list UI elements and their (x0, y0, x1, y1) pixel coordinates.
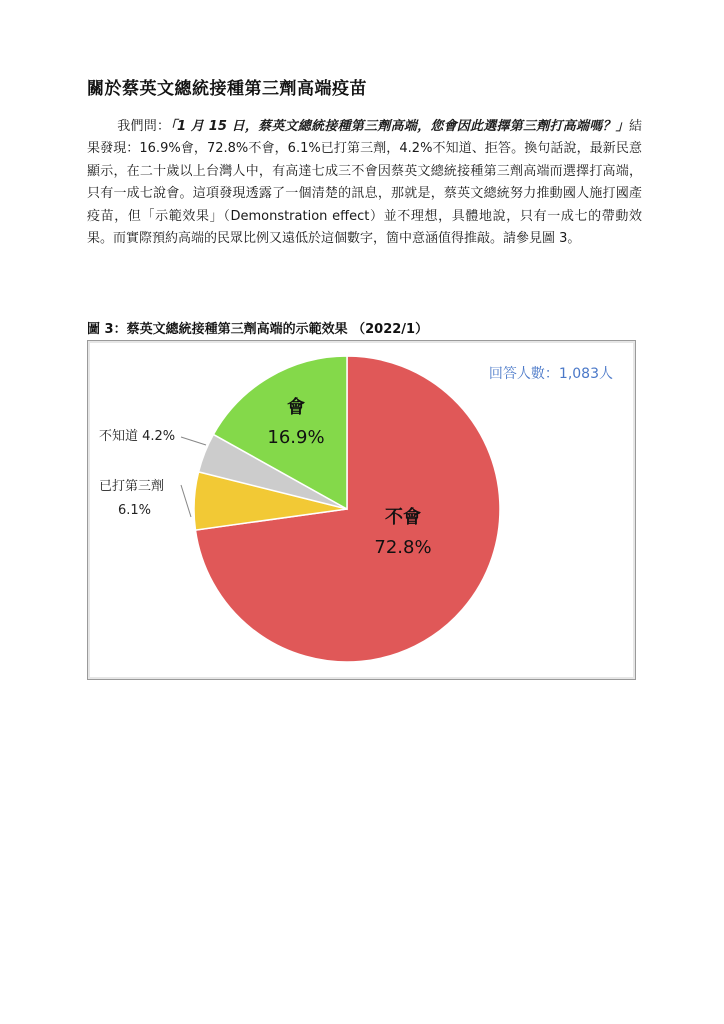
figure-caption: 圖 3：蔡英文總統接種第三劑高端的示範效果 （2022/1） (87, 322, 429, 337)
slice-label-buzhi: 不知道 4.2% (99, 429, 176, 444)
leader-line-0 (181, 437, 206, 445)
slice-label-buhui-pct: 72.8% (374, 537, 432, 558)
paragraph-body: 結果發現：16.9%會，72.8%不會，6.1%已打第三劑，4.2%不知道、拒答。換句話說，最新民意顯示，在二十歲以上台灣人中，有高達七成三不會因蔡英文總統接種第三劑高端而選擇打高端，只有一成七說會。這項發現透露了一個清楚的訊息，那就是，蔡英文總統努力推動國人施打國產疫苗，但「示範效果」（Demonstration effect）並不理想，具體地說，只有一成七的帶動效果。而實際預約高端的民眾比例又遠低於這個數字，箇中意涵值得推敲。請參見圖 3。 (87, 119, 642, 247)
slice-label-yida-name: 已打第三劑 (99, 479, 165, 494)
respondent-count: 回答人數：1,083人 (488, 366, 613, 382)
slice-label-hui-pct: 16.9% (267, 427, 325, 448)
paragraph-lead: 我們問： (117, 119, 171, 134)
body-paragraph (87, 116, 642, 250)
pie-chart-frame (87, 340, 636, 680)
slice-label-buhui-name: 不會 (385, 507, 421, 528)
pie-chart (88, 341, 637, 681)
page-heading: 關於蔡英文總統接種第三劑高端疫苗 (87, 79, 367, 99)
slice-label-hui-name: 會 (287, 397, 305, 418)
survey-question: 「1 月 15 日，蔡英文總統接種第三劑高端，您會因此選擇第三劑打高端嗎？」 (170, 119, 629, 134)
slice-label-yida-pct: 6.1% (118, 503, 152, 518)
leader-line-1 (181, 485, 191, 517)
